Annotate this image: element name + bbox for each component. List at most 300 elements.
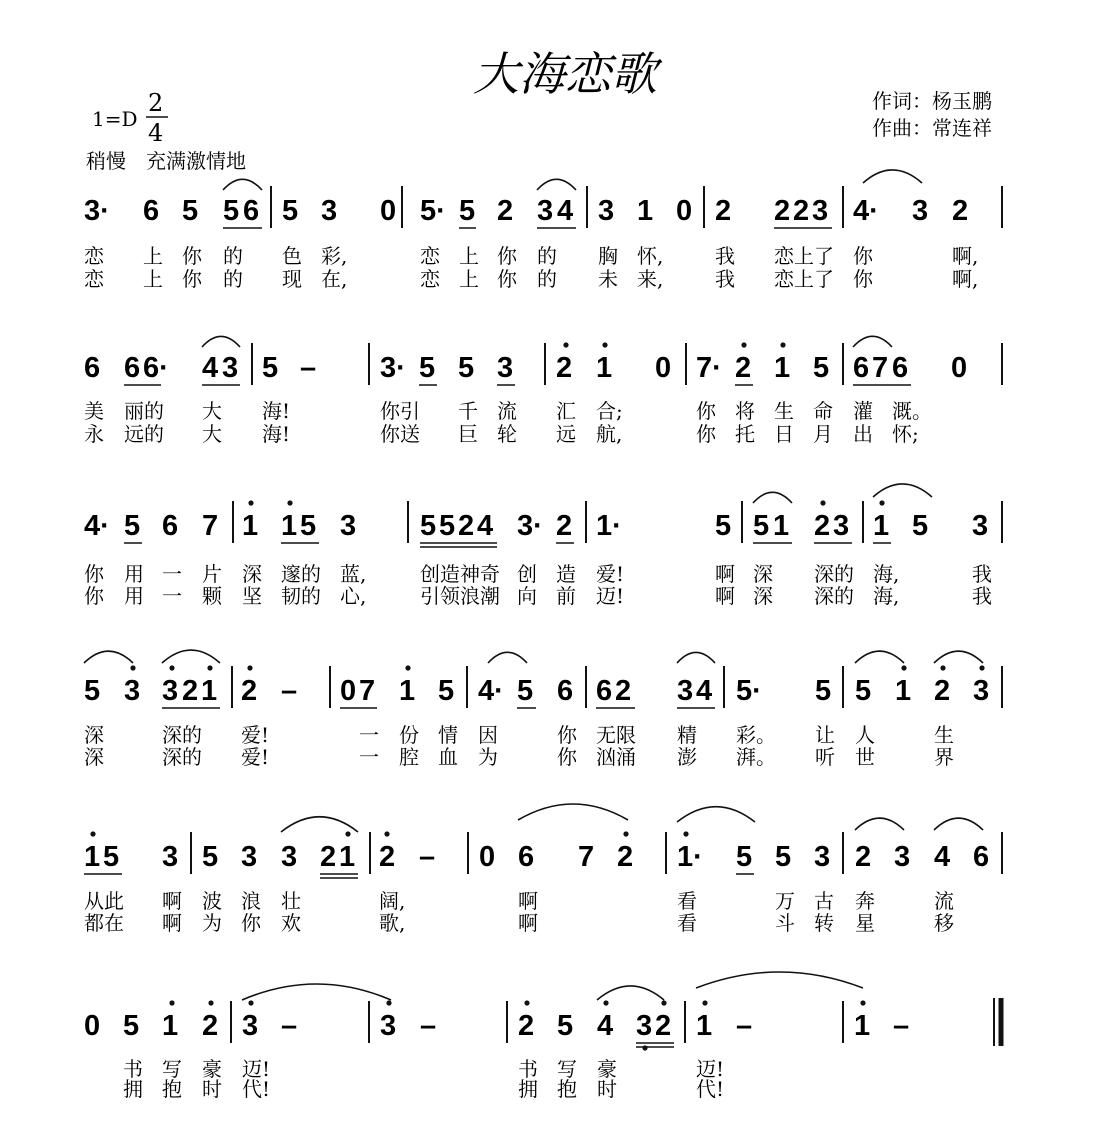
note: 1	[773, 510, 790, 542]
octave-dot-high	[683, 831, 688, 836]
lyric-verse-1: 你	[84, 562, 104, 586]
lyric-verse-2: 月	[813, 422, 833, 446]
lyric-verse-2: 海!	[262, 422, 291, 446]
note: 5	[517, 675, 534, 707]
note: 1·	[677, 841, 703, 873]
note: –	[420, 1010, 437, 1042]
lyric-verse-2: 引领浪潮	[420, 584, 500, 608]
octave-dot-high	[247, 665, 252, 670]
note: 2	[793, 195, 810, 227]
lyric-verse-2: 深	[753, 584, 773, 608]
lyric-verse-1: 创	[517, 562, 537, 586]
lyric-verse-1: 深的	[814, 562, 854, 586]
lyric-verse-2: 听	[815, 745, 835, 769]
note: 3	[973, 675, 990, 707]
lyric-verse-1: 的	[537, 244, 557, 268]
lyric-verse-1: 精	[677, 723, 697, 747]
note: 2	[735, 352, 752, 384]
lyric-verse-2: 你	[696, 422, 716, 446]
lyric-verse-2: 欢	[281, 911, 301, 935]
note: 3·	[380, 352, 406, 384]
lyric-verse-2: 汹涌	[596, 745, 636, 769]
lyric-verse-2: 歌,	[379, 911, 406, 935]
note: 6	[243, 195, 260, 227]
slur-arc	[518, 804, 628, 820]
note: 1·	[596, 510, 622, 542]
lyric-verse-1: 深	[84, 723, 104, 747]
note: 6	[143, 195, 160, 227]
lyric-verse-1: 恋上了	[774, 244, 834, 268]
lyric-verse-1: 创造神奇	[420, 562, 500, 586]
note: 3	[894, 841, 911, 873]
octave-dot-high	[345, 831, 350, 836]
note: 5	[438, 675, 455, 707]
lyric-verse-1: 海!	[262, 399, 291, 423]
lyric-verse-2: 我	[715, 267, 735, 291]
lyric-verse-1: 上	[459, 244, 479, 268]
lyric-verse-1: 奔	[855, 889, 875, 913]
lyric-verse-1: 啊	[162, 889, 182, 913]
note: 2	[320, 841, 337, 873]
note: 3	[833, 510, 850, 542]
lyric-verse-1: 千	[458, 399, 478, 423]
lyric-verse-1: 生	[774, 399, 794, 423]
note: 5	[103, 841, 120, 873]
note: 2	[182, 675, 199, 707]
lyric-verse-2: 轮	[497, 422, 517, 446]
note: 5	[123, 1010, 140, 1042]
note: 3	[380, 1010, 397, 1042]
note: 3	[912, 195, 929, 227]
lyric-verse-1: 阔,	[379, 889, 406, 913]
lyric-verse-2: 海,	[873, 584, 900, 608]
lyric-verse-1: 迈!	[242, 1057, 271, 1081]
note: 2	[655, 1010, 672, 1042]
lyric-verse-1: 生	[934, 723, 954, 747]
lyric-verse-2: 出	[853, 422, 873, 446]
slur-arc	[202, 336, 240, 347]
note: 1	[895, 675, 912, 707]
lyric-verse-2: 的	[223, 267, 243, 291]
lyric-verse-1: 古	[814, 889, 834, 913]
note: 3	[162, 675, 179, 707]
lyric-verse-1: 用	[124, 562, 144, 586]
note: 7	[578, 841, 595, 873]
lyric-verse-2: 血	[438, 745, 458, 769]
lyric-verse-2: 现	[282, 267, 302, 291]
note: 3	[241, 841, 258, 873]
note: 5	[223, 195, 240, 227]
note: 2	[934, 675, 951, 707]
lyric-verse-1: 你引	[380, 399, 420, 423]
lyric-verse-1: 流	[497, 399, 517, 423]
lyric-verse-2: 韧的	[281, 584, 321, 608]
note: 5	[715, 510, 732, 542]
lyric-verse-2: 深	[84, 745, 104, 769]
note: 6	[518, 841, 535, 873]
lyric-verse-1: 我	[972, 562, 992, 586]
key-signature: 1=D	[92, 107, 138, 131]
lyric-verse-1: 美	[84, 399, 104, 423]
lyric-verse-2: 为	[478, 745, 498, 769]
note: 5·	[736, 675, 762, 707]
octave-dot-high	[603, 1000, 608, 1005]
note: 5·	[420, 195, 446, 227]
note: 2	[715, 195, 732, 227]
note: 1	[242, 510, 259, 542]
lyric-verse-2: 日	[774, 422, 794, 446]
lyric-verse-2: 一	[162, 584, 182, 608]
lyric-verse-1: 将	[735, 399, 755, 423]
note: 3	[598, 195, 615, 227]
lyric-verse-1: 造	[556, 562, 576, 586]
note: 1	[637, 195, 654, 227]
lyric-verse-1: 丽的	[124, 399, 164, 423]
lyric-verse-2: 恋上了	[774, 267, 834, 291]
lyric-verse-2: 湃。	[736, 745, 776, 769]
octave-dot-high	[130, 665, 135, 670]
slur-arc	[84, 651, 133, 663]
lyric-verse-2: 向	[517, 584, 537, 608]
note: 4	[597, 1010, 614, 1042]
lyric-verse-2: 你	[497, 267, 517, 291]
lyric-verse-2: 啊	[715, 584, 735, 608]
note: 2	[556, 352, 573, 384]
note: –	[893, 1010, 910, 1042]
octave-dot-high	[384, 831, 389, 836]
note: –	[281, 675, 298, 707]
lyric-verse-2: 迈!	[596, 584, 625, 608]
note: 4·	[84, 510, 110, 542]
slur-arc	[853, 336, 892, 347]
note: 3	[321, 195, 338, 227]
note: 4	[202, 352, 219, 384]
lyric-verse-1: 大	[202, 399, 222, 423]
note: 0	[951, 352, 968, 384]
lyric-verse-2: 永	[84, 422, 104, 446]
lyric-verse-2: 代!	[696, 1077, 725, 1101]
note: 4	[934, 841, 951, 873]
note: 0	[380, 195, 397, 227]
note: 5	[775, 841, 792, 873]
note: 3·	[84, 195, 110, 227]
lyric-verse-2: 一	[359, 745, 379, 769]
octave-dot-high	[860, 1000, 865, 1005]
note: 2	[497, 195, 514, 227]
note: 1	[339, 841, 356, 873]
note: 3	[972, 510, 989, 542]
lyric-verse-1: 你	[182, 244, 202, 268]
slur-arc	[488, 652, 527, 663]
octave-dot-high	[208, 1000, 213, 1005]
lyric-verse-1: 溉。	[892, 399, 932, 423]
lyric-verse-1: 让	[815, 723, 835, 747]
octave-dot-high	[405, 665, 410, 670]
octave-dot-high	[741, 342, 746, 347]
lyric-verse-1: 恋	[84, 244, 104, 268]
note: 5	[815, 675, 832, 707]
lyric-verse-1: 海,	[873, 562, 900, 586]
lyric-verse-1: 命	[813, 399, 833, 423]
octave-dot-high	[602, 342, 607, 347]
octave-dot-high	[940, 665, 945, 670]
lyric-verse-2: 你	[182, 267, 202, 291]
lyric-verse-2: 代!	[242, 1077, 271, 1101]
lyric-verse-1: 彩,	[321, 244, 348, 268]
tempo-marking: 稍慢 充满激情地	[86, 149, 246, 173]
lyric-verse-1: 看	[677, 889, 697, 913]
note: 2	[518, 1010, 535, 1042]
lyric-verse-2: 看	[677, 911, 697, 935]
note: 3	[340, 510, 357, 542]
note: 1	[201, 675, 218, 707]
lyric-verse-1: 一	[162, 562, 182, 586]
note: 5	[182, 195, 199, 227]
lyric-verse-2: 我	[972, 584, 992, 608]
slur-arc	[753, 492, 792, 503]
lyric-verse-1: 迈!	[696, 1057, 725, 1081]
note: 4·	[853, 195, 879, 227]
note: 5	[262, 352, 279, 384]
octave-dot-high	[248, 500, 253, 505]
octave-dot-high	[169, 1000, 174, 1005]
octave-dot-high	[386, 1000, 391, 1005]
lyric-verse-2: 都在	[84, 911, 124, 935]
note: 7	[872, 352, 889, 384]
note: 3	[124, 675, 141, 707]
lyric-verse-2: 斗	[775, 911, 795, 935]
note: 2	[774, 195, 791, 227]
lyric-verse-1: 从此	[84, 889, 124, 913]
note: 3	[222, 352, 239, 384]
note: 5	[300, 510, 317, 542]
lyric-verse-1: 写	[162, 1057, 182, 1081]
note: 6·	[143, 352, 169, 384]
lyric-verse-2: 来,	[637, 267, 664, 291]
lyric-verse-1: 壮	[281, 889, 301, 913]
lyric-verse-2: 你	[853, 267, 873, 291]
note: 5	[813, 352, 830, 384]
lyric-verse-1: 汇	[556, 399, 576, 423]
note: 5	[282, 195, 299, 227]
lyric-verse-2: 托	[735, 422, 755, 446]
note: 3	[162, 841, 179, 873]
note: 0	[479, 841, 496, 873]
lyric-verse-2: 深的	[162, 745, 202, 769]
lyric-verse-1: 啊,	[952, 244, 979, 268]
note: 1	[696, 1010, 713, 1042]
lyric-verse-2: 上	[459, 267, 479, 291]
lyric-verse-2: 怀;	[892, 422, 919, 446]
note: 1	[281, 510, 298, 542]
slur-arc	[863, 170, 922, 183]
note: 2	[202, 1010, 219, 1042]
lyric-verse-1: 份	[399, 723, 419, 747]
lyric-verse-1: 因	[478, 723, 498, 747]
lyric-verse-1: 上	[143, 244, 163, 268]
note: 4	[477, 510, 494, 542]
slur-arc	[537, 179, 576, 190]
note: 5	[912, 510, 929, 542]
composer-credit: 作曲：常连祥	[872, 116, 992, 140]
note: 5	[420, 510, 437, 542]
lyric-verse-1: 你	[557, 723, 577, 747]
lyric-verse-1: 书	[123, 1057, 143, 1081]
note: 2	[458, 510, 475, 542]
lyric-verse-2: 心,	[340, 584, 367, 608]
note: 5	[458, 352, 475, 384]
lyric-verse-1: 书	[518, 1057, 538, 1081]
lyric-verse-1: 无限	[596, 723, 636, 747]
lyricist-credit: 作词：杨玉鹏	[872, 89, 992, 113]
note: 5	[753, 510, 770, 542]
lyric-verse-1: 你	[696, 399, 716, 423]
slur-arc	[855, 818, 904, 830]
note: 6	[973, 841, 990, 873]
lyric-verse-1: 流	[934, 889, 954, 913]
note: 1	[873, 510, 890, 542]
octave-dot-high	[169, 665, 174, 670]
note: 3	[281, 841, 298, 873]
note: 2	[615, 675, 632, 707]
lyric-verse-1: 浪	[241, 889, 261, 913]
note: 5	[124, 510, 141, 542]
slur-arc	[873, 484, 932, 497]
note: –	[419, 841, 436, 873]
lyric-verse-1: 人	[855, 723, 875, 747]
lyric-verse-1: 深的	[162, 723, 202, 747]
lyric-verse-1: 你	[497, 244, 517, 268]
lyric-verse-1: 恋	[420, 244, 440, 268]
lyric-verse-2: 用	[124, 584, 144, 608]
lyric-verse-1: 合;	[596, 399, 623, 423]
note: 6	[557, 675, 574, 707]
lyric-verse-2: 爱!	[241, 745, 270, 769]
note: 1	[596, 352, 613, 384]
octave-dot-high	[780, 342, 785, 347]
note: 2	[379, 841, 396, 873]
lyric-verse-2: 远的	[124, 422, 164, 446]
lyric-verse-2: 大	[202, 422, 222, 446]
lyric-verse-1: 万	[775, 889, 795, 913]
note: –	[300, 352, 317, 384]
slur-arc	[696, 972, 863, 988]
note: –	[281, 1010, 298, 1042]
note: 2	[556, 510, 573, 542]
note: 2	[855, 841, 872, 873]
lyric-verse-2: 上	[143, 267, 163, 291]
note: 6	[124, 352, 141, 384]
lyric-verse-1: 啊	[715, 562, 735, 586]
note: 0	[655, 352, 672, 384]
lyric-verse-1: 彩。	[736, 723, 776, 747]
slur-arc	[223, 179, 262, 190]
note: 5	[84, 675, 101, 707]
note: 6	[84, 352, 101, 384]
octave-dot-high	[287, 500, 292, 505]
slur-arc	[281, 817, 358, 832]
lyric-verse-2: 拥	[518, 1077, 538, 1101]
lyric-verse-2: 前	[556, 584, 576, 608]
note: 2	[241, 675, 258, 707]
octave-dot-high	[979, 665, 984, 670]
lyric-verse-2: 时	[202, 1077, 222, 1101]
lyric-verse-1: 邃的	[281, 562, 321, 586]
slur-arc	[597, 986, 664, 1000]
octave-dot-low	[642, 1045, 647, 1050]
octave-dot-high	[702, 1000, 707, 1005]
lyric-verse-1: 怀,	[637, 244, 664, 268]
note: 1	[774, 352, 791, 384]
lyric-verse-1: 写	[557, 1057, 577, 1081]
note: 3	[636, 1010, 653, 1042]
lyric-verse-2: 你	[241, 911, 261, 935]
lyric-verse-1: 豪	[597, 1057, 617, 1081]
note: 5	[855, 675, 872, 707]
lyric-verse-1: 的	[223, 244, 243, 268]
note: 0	[676, 195, 693, 227]
octave-dot-high	[563, 342, 568, 347]
lyric-verse-2: 远	[556, 422, 576, 446]
note: 5	[419, 352, 436, 384]
lyric-verse-2: 时	[597, 1077, 617, 1101]
slur-arc	[162, 650, 220, 663]
lyric-verse-2: 澎	[677, 745, 697, 769]
lyric-verse-1: 啊	[518, 889, 538, 913]
note: 3	[677, 675, 694, 707]
lyric-verse-2: 恋	[420, 267, 440, 291]
lyric-verse-1: 色	[282, 244, 302, 268]
note: 1	[84, 841, 101, 873]
lyric-verse-2: 抱	[162, 1077, 182, 1101]
lyric-verse-1: 胸	[598, 244, 618, 268]
lyric-verse-2: 移	[934, 911, 954, 935]
lyric-verse-1: 片	[202, 562, 222, 586]
lyric-verse-2: 啊	[518, 911, 538, 935]
note: 6	[596, 675, 613, 707]
lyric-verse-2: 抱	[557, 1077, 577, 1101]
lyric-verse-2: 航,	[596, 422, 623, 446]
note: 4	[696, 675, 713, 707]
note: 0	[84, 1010, 101, 1042]
slur-arc	[855, 651, 904, 663]
slur-arc	[242, 984, 391, 1000]
slur-arc	[677, 807, 755, 822]
octave-dot-high	[207, 665, 212, 670]
lyric-verse-2: 拥	[123, 1077, 143, 1101]
lyric-verse-1: 豪	[202, 1057, 222, 1081]
lyric-verse-1: 我	[715, 244, 735, 268]
lyric-verse-2: 你	[557, 745, 577, 769]
note: 3	[242, 1010, 259, 1042]
octave-dot-high	[248, 1000, 253, 1005]
octave-dot-high	[820, 500, 825, 505]
lyric-verse-2: 未	[598, 267, 618, 291]
note: 3	[497, 352, 514, 384]
lyric-verse-2: 界	[934, 745, 954, 769]
note: 5	[736, 841, 753, 873]
note: 2	[617, 841, 634, 873]
time-signature-top: 2	[148, 89, 164, 117]
slur-arc	[934, 651, 983, 663]
note: 5	[202, 841, 219, 873]
lyric-verse-2: 巨	[458, 422, 478, 446]
octave-dot-high	[90, 831, 95, 836]
lyric-verse-1: 爱!	[596, 562, 625, 586]
octave-dot-high	[901, 665, 906, 670]
lyric-verse-2: 深的	[814, 584, 854, 608]
octave-dot-high	[524, 1000, 529, 1005]
